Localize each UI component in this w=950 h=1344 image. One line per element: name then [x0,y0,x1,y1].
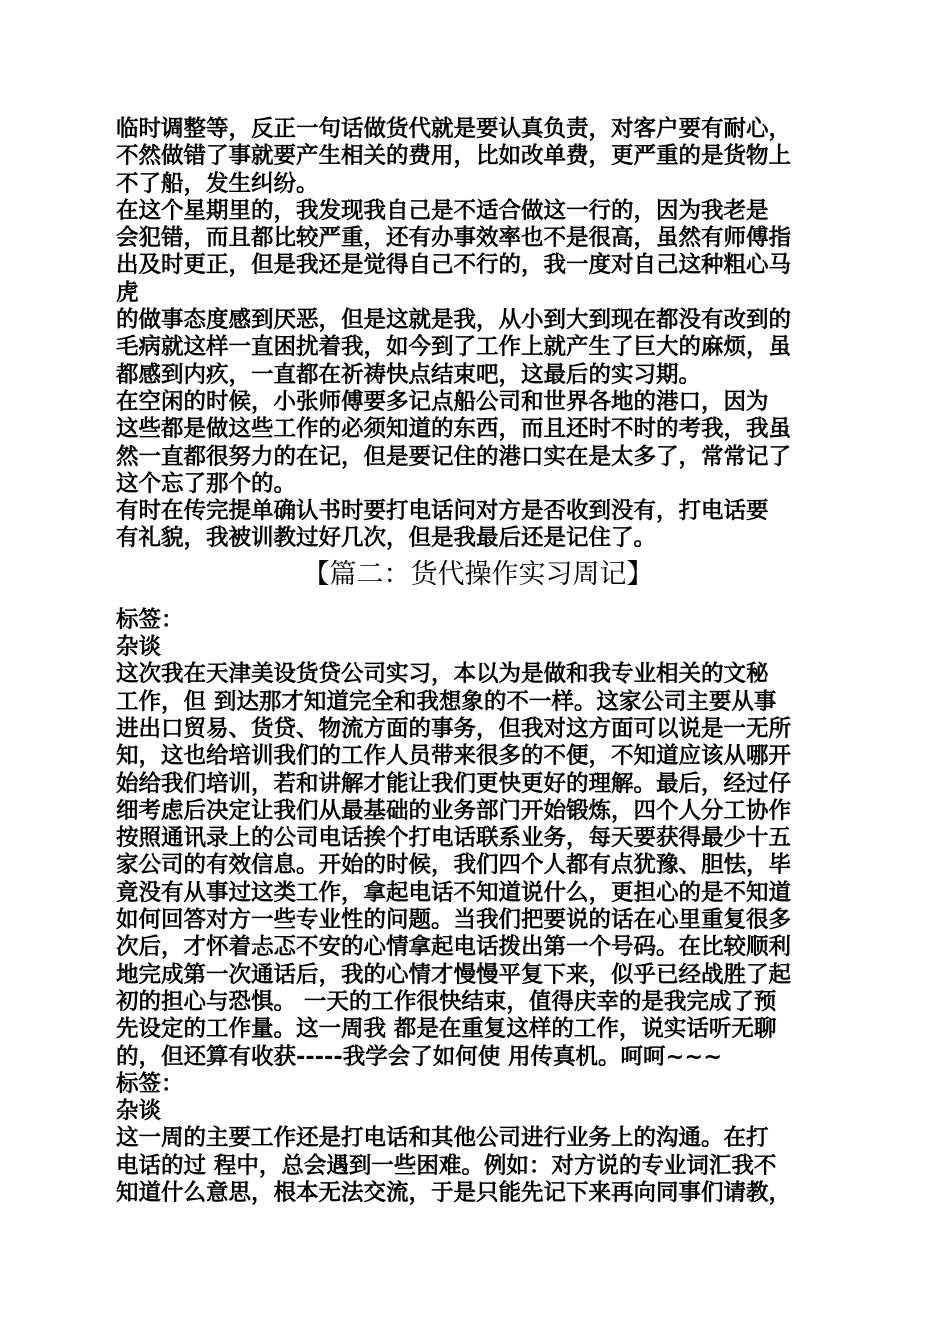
section-two [116,607,840,1208]
text-line: 毛病就这样一直困扰着我，如今到了工作上就产生了巨大的麻烦，虽 [116,334,792,361]
text-line: 电话的过 程中，总会遇到一些困难。例如：对方说的专业词汇我不 [116,1152,777,1179]
section-heading: 【篇二：货代操作实习周记】 [302,558,654,590]
text-line: 细考虑后决定让我们从最基础的业务部门开始锻炼，四个人分工协作 [116,797,792,824]
text-line: 先设定的工作量。这一周我 都是在重复这样的工作，说实话听无聊 [116,1016,777,1043]
text-line: 这一周的主要工作还是打电话和其他公司进行业务上的沟通。在打 [116,1125,769,1152]
text-line: 杂谈 [116,634,162,661]
text-line: 进出口贸易、货贷、物流方面的事务，但我对这方面可以说是一无所 [116,715,792,742]
text-line: 然一直都很努力的在记，但是要记住的港口实在是太多了，常常记了 [116,443,792,470]
text-line: 会犯错，而且都比较严重，还有办事效率也不是很高，虽然有师傅指 [116,225,792,252]
text-line: 不了船，发生纠纷。 [116,170,319,197]
text-line: 竟没有从事过这类工作，拿起电话不知道说什么，更担心的是不知道 [116,879,792,906]
text-line: 的做事态度感到厌恶，但是这就是我，从小到大到现在都没有改到的 [116,307,792,334]
text-line: 知，这也给培训我们的工作人员带来很多的不便，不知道应该从哪开 [116,743,792,770]
text-line: 这个忘了那个的。 [116,470,297,497]
text-line: 出及时更正，但是我还是觉得自己不行的，我一度对自己这种粗心马 [116,252,792,279]
document-page [116,116,840,1207]
text-line: 有礼貌，我被训教过好几次，但是我最后还是记住了。 [116,525,657,552]
text-line: 次后，才怀着忐忑不安的心情拿起电话拨出第一个号码。在比较顺利 [116,934,792,961]
text-line: 临时调整等，反正一句话做货代就是要认真负责，对客户要有耐心， [116,116,792,142]
text-line: 这次我在天津美设货贷公司实习，本以为是做和我专业相关的文秘 [116,661,769,688]
text-line: 标签： [116,606,184,633]
text-line: 初的担心与恐惧。 一天的工作很快结束，值得庆幸的是我完成了预 [116,988,777,1015]
text-line: 有时在传完提单确认书时要打电话问对方是否收到没有，打电话要 [116,498,769,525]
text-line: 如何回答对方一些专业性的问题。当我们把要说的话在心里重复很多 [116,907,792,934]
text-line: 在空闲的时候，小张师傅要多记点船公司和世界各地的港口，因为 [116,388,769,415]
text-line: 都感到内疚，一直都在祈祷快点结束吧，这最后的实习期。 [116,361,702,388]
text-line: 工作，但 到达那才知道完全和我想象的不一样。这家公司主要从事 [116,688,777,715]
text-line: 虎 [116,279,139,306]
text-line: 始给我们培训，若和讲解才能让我们更快更好的理解。最后，经过仔 [116,770,792,797]
text-line: 家公司的有效信息。开始的时候，我们四个人都有点犹豫、胆怯，毕 [116,852,792,879]
text-line: 地完成第一次通话后，我的心情才慢慢平复下来，似乎已经战胜了起 [116,961,792,988]
text-line: 在这个星期里的，我发现我自己是不适合做这一行的，因为我老是 [116,197,769,224]
text-line: 按照通讯录上的公司电话挨个打电话联系业务，每天要获得最少十五 [116,825,792,852]
text-line: 标签： [116,1070,184,1097]
text-line: 知道什么意思，根本无法交流，于是只能先记下来再向同事们请教， [116,1179,792,1206]
text-line: 的，但还算有收获-----我学会了如何使 用传真机。呵呵~~~ [116,1043,723,1070]
text-line: 杂谈 [116,1098,162,1125]
section-one [116,116,840,553]
text-line: 不然做错了事就要产生相关的费用，比如改单费，更严重的是货物上 [116,143,792,170]
text-line: 这些都是做这些工作的必须知道的东西，而且还时不时的考我，我虽 [116,416,792,443]
